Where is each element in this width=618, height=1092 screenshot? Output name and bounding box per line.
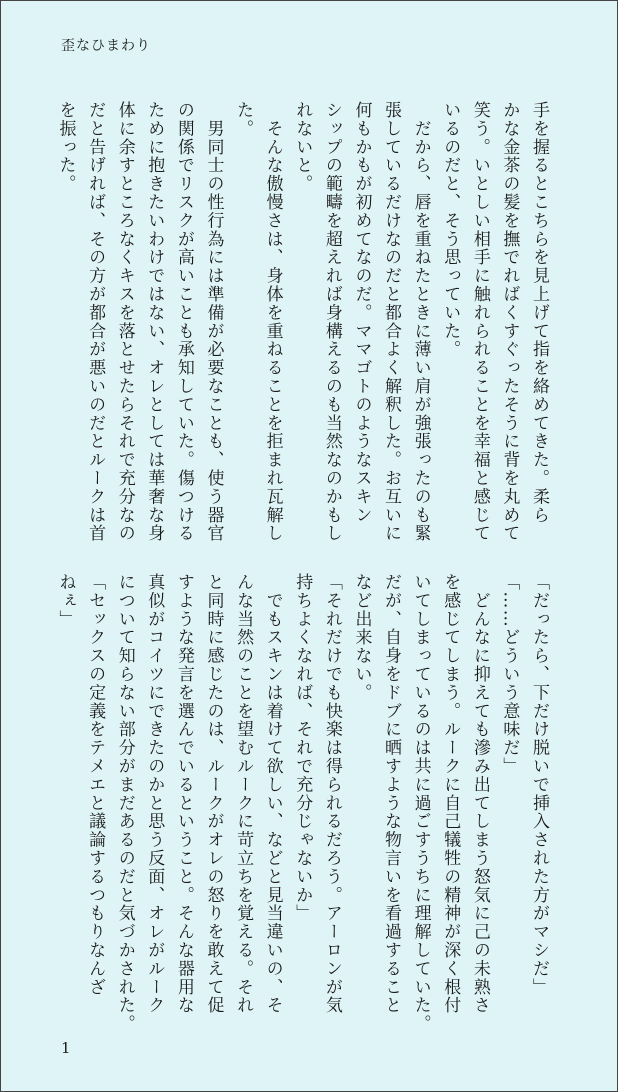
text-line: どんなに抑えても滲み出てしまう怒気に己の未熟さ — [469, 573, 490, 1015]
text-line: ねぇ」 — [55, 573, 76, 629]
text-line: シップの範疇を超えれば身構えるのも当然なのかもし — [321, 101, 342, 543]
text-line: 「セックスの定義をテメエと議論するつもりなんざ — [85, 573, 106, 997]
text-line: を感じてしまう。ルークに自己犠牲の精神が深く根付 — [440, 573, 461, 1015]
text-line: と同時に感じたのは、ルークがオレの怒りを敢えて促 — [203, 573, 224, 1015]
text-line: た。 — [233, 101, 254, 138]
text-line: すような発言を選んでいるということ。そんな器用な — [173, 573, 194, 1015]
text-line: について知らない部分がまだあるのだと気づかされた。 — [114, 573, 135, 1033]
text-line: 体に余すところなくキスを落とせたらそれで充分なの — [114, 101, 135, 543]
text-line: いるのだと、そう思っていた。 — [440, 101, 461, 359]
text-block-bottom — [53, 573, 553, 1033]
text-line: 持ちよくなれば、それで充分じゃないか」 — [292, 573, 313, 923]
text-line: など出来ない。 — [351, 573, 372, 702]
text-line: の関係でリスクが高いことも承知していた。傷つける — [173, 101, 194, 543]
text-line: そんな傲慢さは、身体を重ねることを拒まれ瓦解し — [262, 101, 283, 543]
text-line: でもスキンは着けて欲しい、などと見当違いの、そ — [262, 573, 283, 1015]
text-line: 「だったら、下だけ脱いで挿入された方がマシだ」 — [529, 573, 549, 997]
text-line: 「……どういう意味だ」 — [499, 573, 520, 776]
text-line: いてしまっているのは共に過ごすうちに理解していた。 — [410, 573, 431, 1033]
text-line: だが、自身をドブに晒すような物言いを看過すること — [381, 573, 402, 1015]
text-line: 笑う。いとしい相手に触れられることを幸福と感じて — [469, 101, 490, 543]
text-line: を振った。 — [55, 101, 76, 193]
text-line: 男同士の性行為には準備が必要なことも、使う器官 — [203, 101, 224, 543]
text-line: ために抱きたいわけではない、オレとしては華奢な身 — [144, 101, 165, 543]
text-line: だと告げれば、その方が都合が悪いのだとルークは首 — [85, 101, 106, 543]
page-number: 1 — [61, 1039, 71, 1057]
text-line: んな当然のことを望むルークに苛立ちを覚える。それ — [233, 573, 254, 1015]
text-line: れないと。 — [292, 101, 313, 193]
text-line: 何もかもが初めてなのだ。ママゴトのようなスキン — [351, 101, 372, 525]
running-title: 歪なひまわり — [61, 38, 151, 54]
text-block-top — [53, 101, 553, 561]
text-line: 手を握るとこちらを見上げて指を絡めてきた。柔ら — [529, 101, 549, 525]
text-line: 張しているだけなのだと都合よく解釈した。お互いに — [381, 101, 402, 543]
text-line: だから、唇を重ねたときに薄い肩が強張ったのも緊 — [410, 101, 431, 543]
text-line: 「それだけでも快楽は得られるだろう。アーロンが気 — [321, 573, 342, 1015]
text-line: かな金茶の髪を撫でればくすぐったそうに背を丸めて — [499, 101, 520, 543]
text-line: 真似がコイツにできたのかと思う反面、オレがルーク — [144, 573, 165, 1015]
